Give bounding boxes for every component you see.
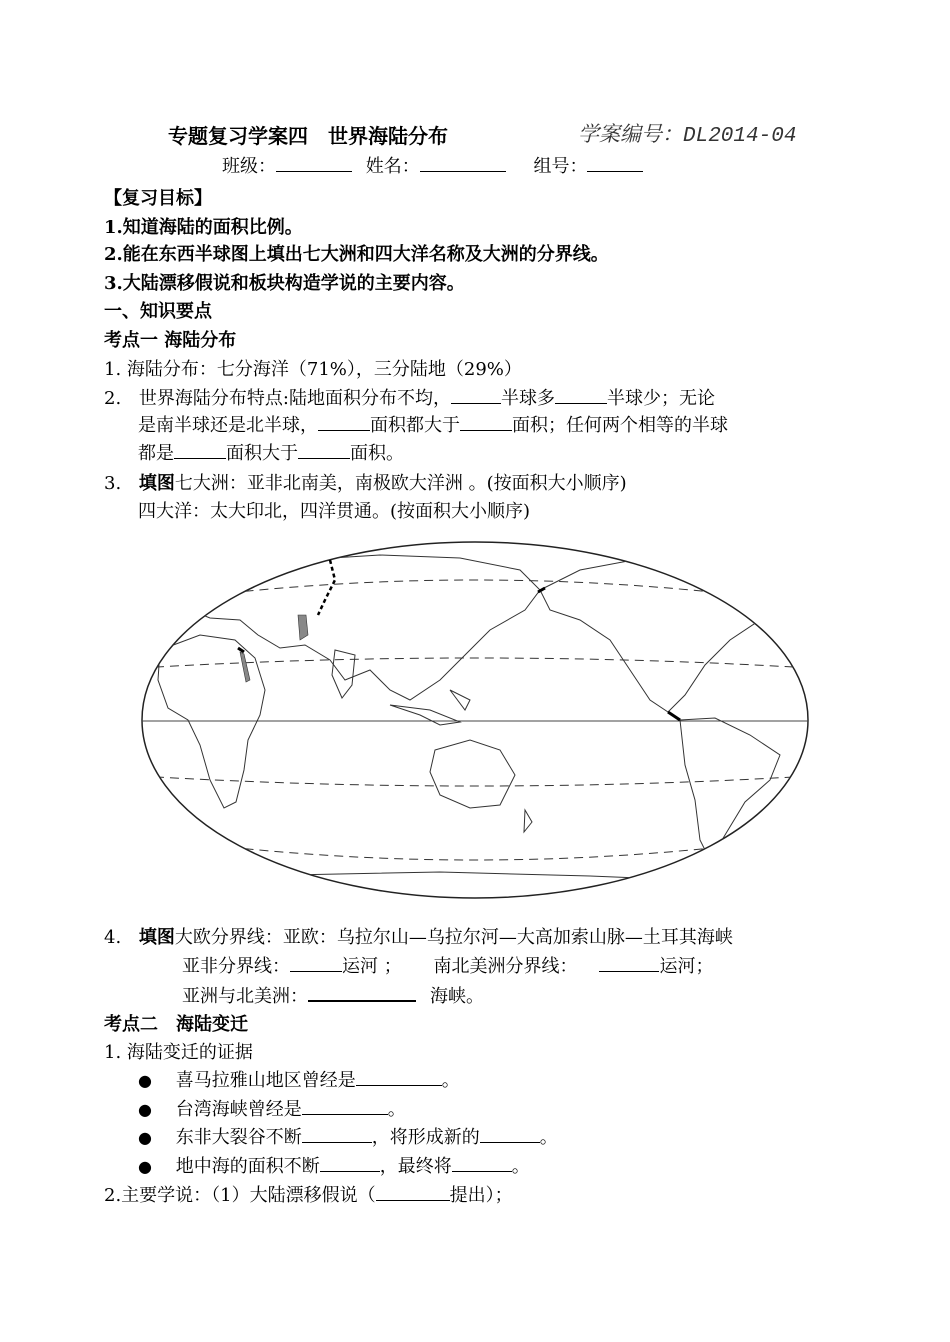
class-blank[interactable] — [276, 153, 352, 172]
item3-text: 七大洲：亚非北南美，南极欧大洋洲 。(按面积大小顺序) — [174, 473, 627, 494]
bullet-text: 。 — [441, 1070, 460, 1091]
blank[interactable] — [460, 412, 512, 431]
item-number: 4. — [104, 927, 122, 948]
blank[interactable] — [302, 1096, 388, 1115]
item2-text: 都是 — [138, 443, 174, 464]
point1-heading: 考点一 海陆分布 — [104, 330, 237, 351]
point2-item2 — [104, 1181, 513, 1207]
page-title: 专题复习学案四 世界海陆分布 — [168, 124, 448, 148]
point1-item3-line2: 四大洋：太大印北，四洋贯通。(按面积大小顺序) — [138, 501, 531, 522]
section1-heading: 一、知识要点 — [104, 301, 212, 322]
item4-text: 南北美洲分界线： — [433, 956, 578, 977]
blank[interactable] — [308, 982, 416, 1002]
item4-text: 运河； — [659, 956, 714, 977]
bullet-icon: ● — [138, 1100, 152, 1119]
item2-text-c: 半球少；无论 — [607, 388, 715, 409]
bullet-text: 。 — [539, 1127, 558, 1148]
goal-item: 1.知道海陆的面积比例。 — [104, 217, 303, 238]
point1-item1: 1. 海陆分布：七分海洋（71%），三分陆地（29%） — [104, 359, 522, 380]
world-map[interactable] — [140, 540, 810, 900]
point2-heading: 考点二 海陆变迁 — [104, 1014, 248, 1035]
class-label: 班级： — [222, 156, 276, 177]
bullet-text: ，将形成新的 — [371, 1127, 480, 1148]
item4-text: 大欧分界线：亚欧：乌拉尔山—乌拉尔河—大高加索山脉—土耳其海峡 — [174, 927, 733, 948]
item2-text: 面积大于 — [226, 443, 298, 464]
item4-text: 亚洲与北美洲： — [182, 986, 308, 1007]
item4-text: 运河 ； — [342, 956, 402, 977]
blank[interactable] — [452, 1153, 512, 1172]
group-blank[interactable] — [587, 153, 643, 172]
group-label: 组号： — [533, 156, 588, 177]
blank[interactable] — [555, 385, 607, 404]
map-outline — [142, 542, 808, 898]
point1-item2-line1 — [104, 384, 715, 410]
goal-item: 3.大陆漂移假说和板块构造学说的主要内容。 — [104, 273, 465, 294]
item2-text: 面积；任何两个相等的半球 — [512, 415, 728, 436]
fill-map-label: 填图 — [138, 927, 175, 948]
doc-code: 学案编号：DL2014-04 — [578, 125, 797, 148]
bullet-text: 。 — [387, 1099, 406, 1120]
blank[interactable] — [356, 1067, 442, 1086]
point1-item4-line1 — [104, 923, 733, 949]
item2-text: 提出）； — [449, 1185, 513, 1206]
blank[interactable] — [302, 1124, 372, 1143]
item2-text: 面积都大于 — [370, 415, 460, 436]
bullet-text: 。 — [511, 1156, 530, 1177]
list-item — [138, 1066, 460, 1092]
bullet-text: 喜马拉雅山地区曾经是 — [175, 1070, 356, 1091]
name-blank[interactable] — [420, 153, 506, 172]
blank[interactable] — [599, 953, 659, 972]
list-item — [138, 1152, 530, 1178]
bullet-icon: ● — [138, 1157, 152, 1176]
item2-text: 面积。 — [350, 443, 404, 464]
point1-item4-line3 — [182, 982, 484, 1008]
name-label: 姓名： — [365, 156, 420, 177]
item4-text: 亚非分界线： — [182, 956, 290, 977]
bullet-text: ，最终将 — [379, 1156, 452, 1177]
point2-item1: 1. 海陆变迁的证据 — [104, 1042, 253, 1063]
fill-map-label: 填图 — [138, 473, 175, 494]
caspian-sea — [298, 615, 308, 640]
greenland — [700, 545, 780, 580]
item2-text: 是南半球还是北半球， — [138, 415, 318, 436]
blank[interactable] — [318, 412, 370, 431]
item2-text: 2.主要学说：（1）大陆漂移假说（ — [104, 1185, 376, 1206]
list-item — [138, 1123, 558, 1149]
blank[interactable] — [451, 385, 501, 404]
blank[interactable] — [320, 1153, 380, 1172]
list-item — [138, 1095, 406, 1121]
point1-item4-line2 — [182, 952, 713, 978]
point1-item2-line3 — [138, 439, 404, 465]
item2-text-b: 半球多 — [501, 388, 555, 409]
point1-item2-line2 — [138, 411, 728, 437]
item2-text-a: 世界海陆分布特点:陆地面积分布不均， — [138, 388, 451, 409]
bullet-text: 东非大裂谷不断 — [175, 1127, 302, 1148]
class-row — [222, 152, 643, 178]
blank[interactable] — [480, 1124, 540, 1143]
bullet-icon: ● — [138, 1128, 152, 1147]
bullet-text: 台湾海峡曾经是 — [175, 1099, 302, 1120]
item-number: 3. — [104, 473, 122, 494]
bullet-icon: ● — [138, 1071, 152, 1090]
item4-text: 海峡。 — [430, 986, 484, 1007]
blank[interactable] — [298, 440, 350, 459]
point1-item3-line1 — [104, 469, 627, 495]
bullet-text: 地中海的面积不断 — [175, 1156, 320, 1177]
item-number: 2. — [104, 388, 122, 409]
blank[interactable] — [376, 1182, 450, 1201]
blank[interactable] — [174, 440, 226, 459]
blank[interactable] — [290, 953, 342, 972]
goal-item: 2.能在东西半球图上填出七大洲和四大洋名称及大洲的分界线。 — [104, 244, 609, 265]
goals-heading: 【复习目标】 — [104, 188, 212, 209]
